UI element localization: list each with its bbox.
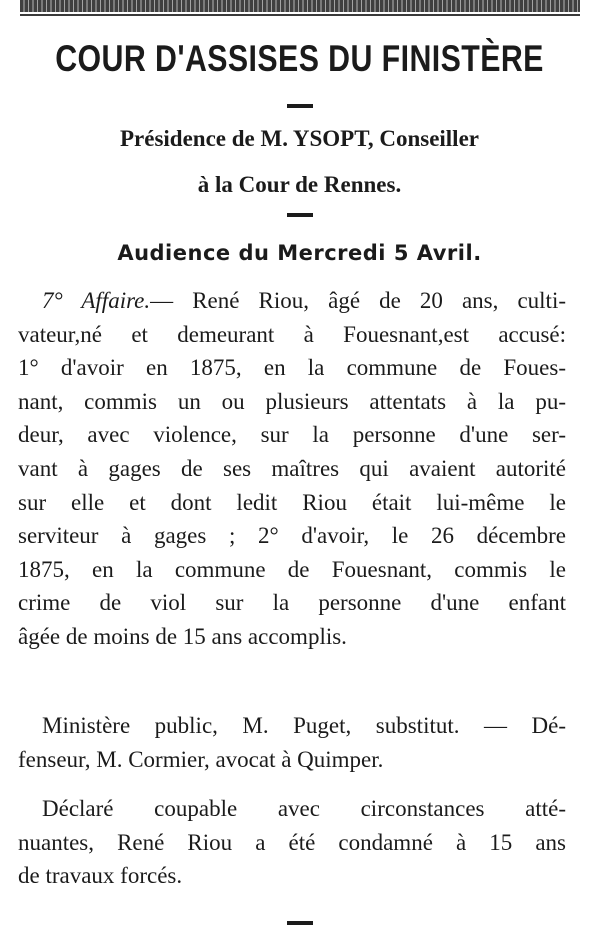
verdict-line: nuantes, René Riou a été condamné à 15 ans (18, 829, 566, 855)
affaire-line: sur elle et dont ledit Riou était lui-même le (18, 489, 566, 515)
article-title: COUR D'ASSISES DU FINISTÈRE (55, 38, 544, 79)
ministere-line: Ministère public, M. Puget, substitut. — Dé- (42, 713, 566, 738)
affaire-line: 1° d'avoir en 1875, en la commune de Foues- (18, 355, 566, 381)
affaire-line: âgée de moins de 15 ans accomplis. (18, 623, 347, 649)
presidence-line-2: à la Cour de Rennes. (197, 172, 402, 197)
ministere-paragraph (18, 709, 566, 776)
affaire-line: nant, commis un ou plusieurs attentats à la pu- (18, 388, 566, 414)
affaire-line: vant à gages de ses maîtres qui avaient autorité (18, 455, 566, 481)
top-border-ornament (20, 0, 580, 12)
separator-dash (287, 104, 313, 108)
top-border-line (20, 14, 580, 16)
verdict-line: de travaux forcés. (18, 863, 183, 889)
affaire-line: vateur,né et demeurant à Fouesnant,est accusé: (18, 321, 566, 347)
audience-heading: Audience du Mercredi 5 Avril. (117, 241, 482, 265)
affaire-paragraph (18, 284, 566, 654)
affaire-line: serviteur à gages ; 2° d'avoir, le 26 décembre (18, 523, 566, 549)
verdict-paragraph (18, 792, 566, 893)
affaire-label: 7° Affaire. (42, 288, 151, 313)
verdict-line: Déclaré coupable avec circonstances atté- (42, 796, 566, 821)
affaire-line: deur, avec violence, sur la personne d'une ser- (18, 422, 566, 448)
affaire-line: crime de viol sur la personne d'une enfant (18, 590, 566, 616)
separator-dash (287, 213, 313, 217)
affaire-line: 1875, en la commune de Fouesnant, commis le (18, 556, 566, 582)
presidence-line-1: Présidence de M. YSOPT, Conseiller (120, 126, 479, 151)
affaire-line: 7° Affaire.— René Riou, âgé de 20 ans, culti- (42, 288, 566, 313)
ministere-line: fenseur, M. Cormier, avocat à Quimper. (18, 746, 384, 772)
separator-dash (287, 921, 313, 925)
